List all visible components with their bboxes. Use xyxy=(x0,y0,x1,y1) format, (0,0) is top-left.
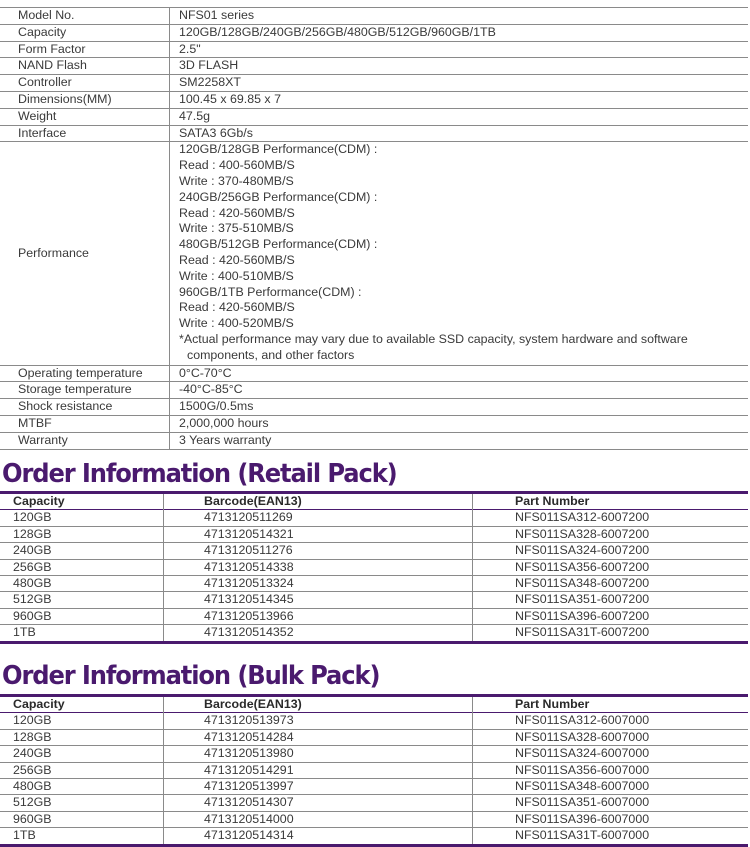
spec-label: Interface xyxy=(0,125,170,142)
table-row xyxy=(0,576,748,592)
bulk-section-title: Order Information (Bulk Pack) xyxy=(2,661,380,691)
column-header-barcode: Barcode(EAN13) xyxy=(164,493,473,510)
table-row xyxy=(0,592,748,608)
spec-row xyxy=(0,365,748,382)
capacity-cell: 128GB xyxy=(13,526,52,541)
barcode-cell: 4713120514291 xyxy=(164,762,473,778)
spec-value: SM2258XT xyxy=(179,75,241,90)
table-row xyxy=(0,779,748,795)
barcode-cell: 4713120513966 xyxy=(164,608,473,624)
part-number-cell: NFS011SA328-6007200 xyxy=(473,526,749,542)
capacity-cell: 960GB xyxy=(13,608,52,623)
retail-section-title: Order Information (Retail Pack) xyxy=(2,459,397,489)
part-number-cell: NFS011SA396-6007000 xyxy=(473,811,749,827)
spec-label: Capacity xyxy=(0,24,170,41)
part-number-cell: NFS011SA328-6007000 xyxy=(473,729,749,745)
spec-row xyxy=(0,58,748,75)
performance-note-line: *Actual performance may vary due to available SSD capacity, system hardware and software xyxy=(179,331,688,346)
spec-row xyxy=(0,8,748,25)
performance-line: 120GB/128GB Performance(CDM) : xyxy=(179,142,378,157)
capacity-cell: 512GB xyxy=(13,795,52,810)
spec-label: Form Factor xyxy=(0,41,170,58)
spec-label: Operating temperature xyxy=(0,365,170,382)
spec-value: 100.45 x 69.85 x 7 xyxy=(179,91,281,106)
capacity-cell: 1TB xyxy=(13,625,36,640)
spec-row xyxy=(0,415,748,432)
performance-line: Read : 420-560MB/S xyxy=(179,205,295,220)
barcode-cell: 4713120514000 xyxy=(164,811,473,827)
spec-row xyxy=(0,399,748,416)
capacity-cell: 120GB xyxy=(13,713,52,728)
column-header-barcode: Barcode(EAN13) xyxy=(164,696,473,713)
table-header-row xyxy=(0,493,748,510)
spec-label: Dimensions(MM) xyxy=(0,91,170,108)
capacity-cell: 960GB xyxy=(13,811,52,826)
barcode-cell: 4713120511276 xyxy=(164,543,473,559)
table-row xyxy=(0,526,748,542)
performance-line: Write : 400-520MB/S xyxy=(179,316,294,331)
spec-row xyxy=(0,24,748,41)
barcode-cell: 4713120514338 xyxy=(164,559,473,575)
performance-line: 240GB/256GB Performance(CDM) : xyxy=(179,189,378,204)
spec-label: NAND Flash xyxy=(0,58,170,75)
part-number-cell: NFS011SA351-6007200 xyxy=(473,592,749,608)
spec-value: 0°C-70°C xyxy=(179,365,232,380)
capacity-cell: 240GB xyxy=(13,746,52,761)
capacity-cell: 120GB xyxy=(13,510,52,525)
part-number-cell: NFS011SA31T-6007000 xyxy=(473,828,749,845)
retail-table-body xyxy=(0,510,748,642)
table-row xyxy=(0,746,748,762)
performance-line: Read : 400-560MB/S xyxy=(179,158,295,173)
spec-row xyxy=(0,125,748,142)
table-row xyxy=(0,510,748,526)
table-row xyxy=(0,811,748,827)
part-number-cell: NFS011SA396-6007200 xyxy=(473,608,749,624)
performance-line: 960GB/1TB Performance(CDM) : xyxy=(179,284,362,299)
table-row xyxy=(0,762,748,778)
bulk-table-body xyxy=(0,713,748,845)
capacity-cell: 512GB xyxy=(13,592,52,607)
barcode-cell: 4713120514321 xyxy=(164,526,473,542)
part-number-cell: NFS011SA324-6007200 xyxy=(473,543,749,559)
barcode-cell: 4713120514314 xyxy=(164,828,473,845)
part-number-cell: NFS011SA356-6007200 xyxy=(473,559,749,575)
barcode-cell: 4713120513980 xyxy=(164,746,473,762)
table-row xyxy=(0,608,748,624)
spec-value: 1500G/0.5ms xyxy=(179,399,254,414)
performance-line: Write : 370-480MB/S xyxy=(179,173,294,188)
performance-row xyxy=(0,142,748,365)
performance-line: Write : 375-510MB/S xyxy=(179,221,294,236)
column-header-part-number: Part Number xyxy=(473,493,749,510)
part-number-cell: NFS011SA312-6007000 xyxy=(473,713,749,729)
performance-label: Performance xyxy=(0,142,170,365)
spec-value: SATA3 6Gb/s xyxy=(179,125,253,140)
performance-note-line: components, and other factors xyxy=(187,347,355,362)
performance-line: Write : 400-510MB/S xyxy=(179,268,294,283)
table-row xyxy=(0,559,748,575)
barcode-cell: 4713120513973 xyxy=(164,713,473,729)
barcode-cell: 4713120514307 xyxy=(164,795,473,811)
spec-value: 120GB/128GB/240GB/256GB/480GB/512GB/960GB/1TB xyxy=(179,24,496,39)
capacity-cell: 480GB xyxy=(13,779,52,794)
capacity-cell: 256GB xyxy=(13,762,52,777)
table-row xyxy=(0,543,748,559)
capacity-cell: 480GB xyxy=(13,576,52,591)
column-header-capacity: Capacity xyxy=(13,494,65,508)
barcode-cell: 4713120513324 xyxy=(164,576,473,592)
spec-row xyxy=(0,432,748,449)
spec-label: Storage temperature xyxy=(0,382,170,399)
spec-label: Shock resistance xyxy=(0,399,170,416)
capacity-cell: 1TB xyxy=(13,828,36,843)
column-header-capacity: Capacity xyxy=(13,697,65,711)
capacity-cell: 128GB xyxy=(13,729,52,744)
spec-label: Controller xyxy=(0,75,170,92)
spec-row xyxy=(0,91,748,108)
spec-label: Model No. xyxy=(0,8,170,25)
performance-line: Read : 420-560MB/S xyxy=(179,252,295,267)
spec-row xyxy=(0,108,748,125)
barcode-cell: 4713120514345 xyxy=(164,592,473,608)
performance-value xyxy=(170,142,749,365)
part-number-cell: NFS011SA324-6007000 xyxy=(473,746,749,762)
performance-note xyxy=(179,332,748,364)
spec-row xyxy=(0,382,748,399)
spec-value: -40°C-85°C xyxy=(179,382,243,397)
barcode-cell: 4713120513997 xyxy=(164,779,473,795)
part-number-cell: NFS011SA348-6007000 xyxy=(473,779,749,795)
spec-table xyxy=(0,7,748,450)
part-number-cell: NFS011SA312-6007200 xyxy=(473,510,749,526)
part-number-cell: NFS011SA31T-6007200 xyxy=(473,625,749,642)
performance-line: Read : 420-560MB/S xyxy=(179,300,295,315)
spec-value: NFS01 series xyxy=(179,8,255,22)
table-row xyxy=(0,795,748,811)
capacity-cell: 256GB xyxy=(13,559,52,574)
retail-order-table xyxy=(0,491,748,644)
barcode-cell: 4713120514352 xyxy=(164,625,473,642)
barcode-cell: 4713120511269 xyxy=(164,510,473,526)
spec-value: 47.5g xyxy=(179,108,211,123)
part-number-cell: NFS011SA348-6007200 xyxy=(473,576,749,592)
table-row xyxy=(0,729,748,745)
spec-value: 3D FLASH xyxy=(179,58,239,73)
part-number-cell: NFS011SA356-6007000 xyxy=(473,762,749,778)
capacity-cell: 240GB xyxy=(13,543,52,558)
table-row xyxy=(0,713,748,729)
spec-row xyxy=(0,75,748,92)
table-row xyxy=(0,828,748,845)
spec-label: MTBF xyxy=(0,415,170,432)
spec-value: 3 Years warranty xyxy=(179,432,272,447)
spec-value: 2,000,000 hours xyxy=(179,415,269,430)
bulk-order-table xyxy=(0,694,748,847)
part-number-cell: NFS011SA351-6007000 xyxy=(473,795,749,811)
spec-row xyxy=(0,41,748,58)
spec-label: Warranty xyxy=(0,432,170,449)
performance-line: 480GB/512GB Performance(CDM) : xyxy=(179,237,378,252)
spec-label: Weight xyxy=(0,108,170,125)
table-header-row xyxy=(0,696,748,713)
barcode-cell: 4713120514284 xyxy=(164,729,473,745)
spec-value: 2.5" xyxy=(179,41,201,56)
table-row xyxy=(0,625,748,642)
spec-table-body xyxy=(0,8,748,450)
column-header-part-number: Part Number xyxy=(473,696,749,713)
